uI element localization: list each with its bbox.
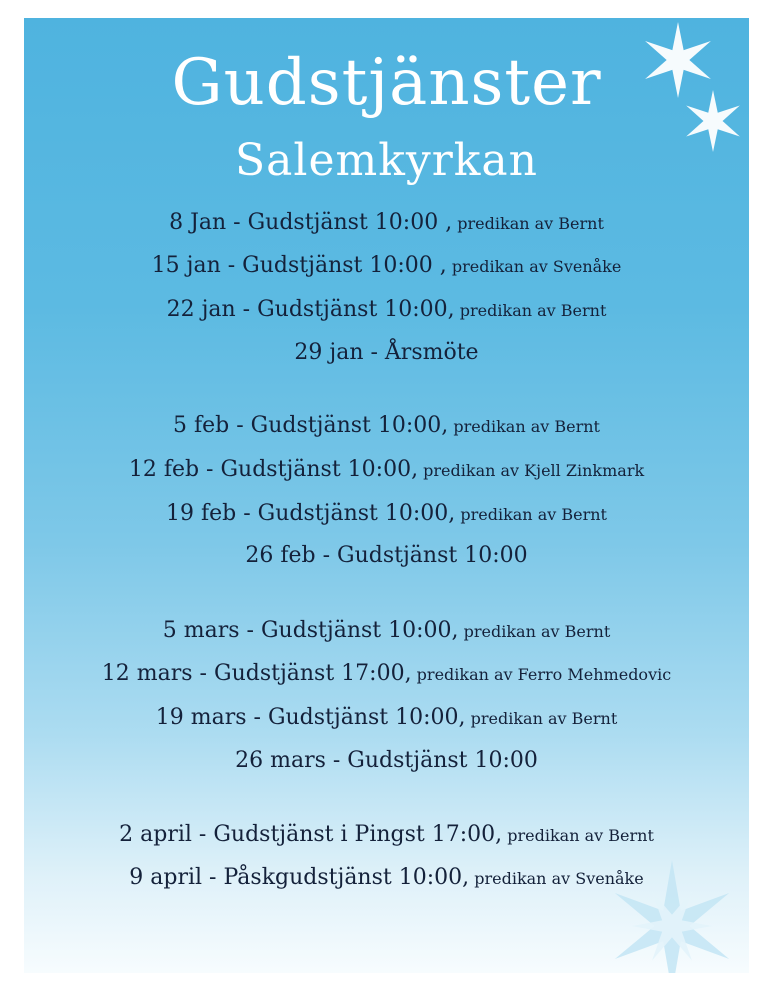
service-date-time: 8 Jan - Gudstjänst 10:00 , [169, 210, 453, 235]
schedule-row [24, 499, 749, 530]
service-date-time: 29 jan - Årsmöte [294, 340, 479, 365]
preacher-note: predikan av Bernt [463, 622, 611, 641]
schedule-row [24, 208, 749, 239]
schedule-row [24, 541, 749, 572]
schedule-row [24, 820, 749, 851]
service-date-time: 9 april - Påskgudstjänst 10:00, [129, 865, 470, 890]
page-title: Gudstjänster [171, 46, 602, 120]
preacher-note: predikan av Ferro Mehmedovic [416, 665, 672, 684]
service-date-time: 15 jan - Gudstjänst 10:00 , [151, 253, 447, 278]
schedule-row [24, 616, 749, 647]
schedule-row [24, 295, 749, 326]
preacher-note: predikan av Bernt [459, 301, 607, 320]
schedule-row [24, 338, 749, 369]
preacher-note: predikan av Bernt [507, 826, 654, 845]
service-date-time: 19 feb - Gudstjänst 10:00, [166, 501, 456, 526]
poster [24, 18, 749, 973]
service-date-time: 26 feb - Gudstjänst 10:00 [245, 543, 528, 568]
schedule-row [24, 863, 749, 894]
schedule-row [24, 746, 749, 777]
schedule-row [24, 659, 749, 690]
preacher-note: predikan av Bernt [457, 214, 604, 233]
schedule-row [24, 411, 749, 442]
schedule-row [24, 455, 749, 486]
service-date-time: 26 mars - Gudstjänst 10:00 [235, 748, 538, 773]
service-date-time: 12 feb - Gudstjänst 10:00, [128, 457, 419, 482]
service-date-time: 5 mars - Gudstjänst 10:00, [162, 618, 459, 643]
service-date-time: 5 feb - Gudstjänst 10:00, [173, 413, 449, 438]
preacher-note: predikan av Svenåke [451, 257, 622, 276]
service-date-time: 22 jan - Gudstjänst 10:00, [166, 297, 455, 322]
service-date-time: 12 mars - Gudstjänst 17:00, [101, 661, 412, 686]
preacher-note: predikan av Kjell Zinkmark [423, 461, 645, 480]
schedule-row [24, 703, 749, 734]
service-date-time: 2 april - Gudstjänst i Pingst 17:00, [119, 822, 503, 847]
preacher-note: predikan av Bernt [460, 505, 607, 524]
preacher-note: predikan av Bernt [453, 417, 600, 436]
preacher-note: predikan av Svenåke [474, 869, 644, 888]
schedule-row [24, 251, 749, 282]
preacher-note: predikan av Bernt [470, 709, 618, 728]
church-name: Salemkyrkan [235, 135, 538, 186]
service-date-time: 19 mars - Gudstjänst 10:00, [155, 705, 466, 730]
